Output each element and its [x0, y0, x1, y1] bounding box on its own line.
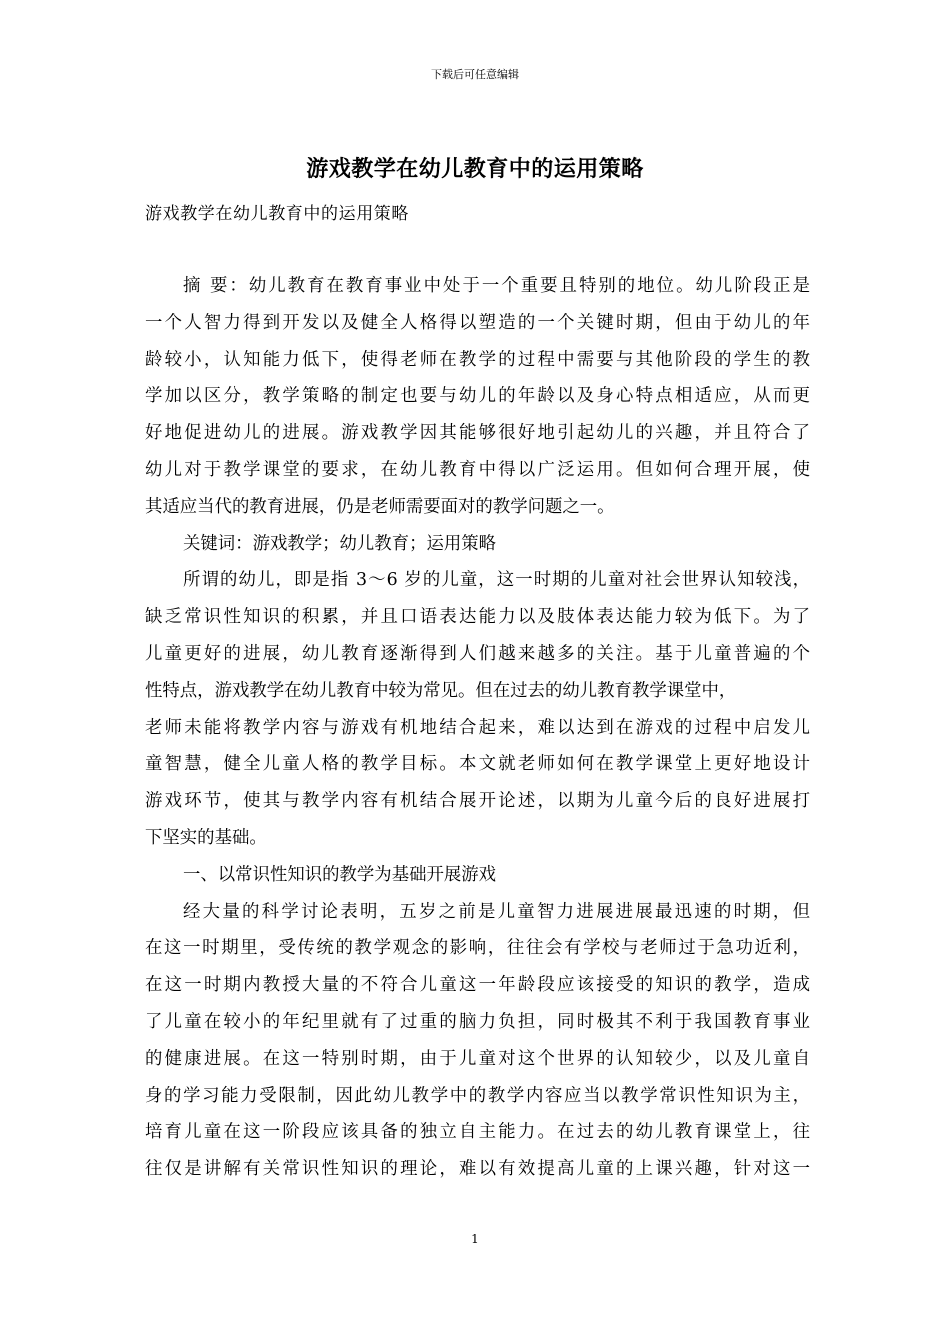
- body-text-line: 在这一时期内教授大量的不符合儿童这一年龄段应该接受的知识的教学，造成: [145, 975, 810, 996]
- body-text-line: 儿童更好的进展，幼儿教育逐渐得到人们越来越多的关注。基于儿童普遍的个: [145, 643, 810, 664]
- body-text-line: 在这一时期里，受传统的教学观念的影响，往往会有学校与老师过于急功近利，: [145, 938, 810, 959]
- body-text-line: 一、以常识性知识的教学为基础开展游戏: [183, 864, 497, 885]
- body-text-line: 一个人智力得到开发以及健全人格得以塑造的一个关键时期，但由于幼儿的年: [145, 312, 810, 333]
- document-subtitle: 游戏教学在幼儿教育中的运用策略: [145, 204, 409, 224]
- body-text-line: 缺乏常识性知识的积累，并且口语表达能力以及肢体表达能力较为低下。为了: [145, 607, 810, 628]
- body-text-line: 的健康进展。在这一特别时期，由于儿童对这个世界的认知较少，以及儿童自: [145, 1048, 810, 1069]
- body-text-line: 童智慧，健全儿童人格的教学目标。本文就老师如何在教学课堂上更好地设计: [145, 754, 810, 775]
- body-text-line: 所谓的幼儿，即是指 3～6 岁的儿童，这一时期的儿童对社会世界认知较浅，: [183, 570, 810, 591]
- body-text-line: 身的学习能力受限制，因此幼儿教学中的教学内容应当以教学常识性知识为主，: [145, 1085, 810, 1106]
- body-text-line: 下坚实的基础。: [145, 827, 267, 848]
- document-body: [145, 268, 810, 1188]
- body-text-line: 其适应当代的教育进展，仍是老师需要面对的教学问题之一。: [145, 496, 615, 517]
- body-text-line: 好地促进幼儿的进展。游戏教学因其能够很好地引起幼儿的兴趣，并且符合了: [145, 423, 810, 444]
- body-text-line: 摘 要：幼儿教育在教育事业中处于一个重要且特别的地位。幼儿阶段正是: [183, 276, 810, 296]
- body-text-line: 关键词：游戏教学；幼儿教育；运用策略: [183, 533, 497, 554]
- body-text-line: 游戏环节，使其与教学内容有机结合展开论述，以期为儿童今后的良好进展打: [145, 791, 810, 812]
- body-text-line: 培育儿童在这一阶段应该具备的独立自主能力。在过去的幼儿教育课堂上，往: [145, 1122, 810, 1143]
- page-header-note: 下载后可任意编辑: [431, 68, 519, 81]
- page-number: 1: [471, 1232, 479, 1246]
- body-text-line: 龄较小，认知能力低下，使得老师在教学的过程中需要与其他阶段的学生的教: [145, 349, 810, 370]
- body-text-line: 性特点，游戏教学在幼儿教育中较为常见。但在过去的幼儿教育教学课堂中，: [145, 680, 737, 701]
- body-text-line: 学加以区分，教学策略的制定也要与幼儿的年龄以及身心特点相适应，从而更: [145, 386, 810, 407]
- body-text-line: 往仅是讲解有关常识性知识的理论，难以有效提高儿童的上课兴趣，针对这一: [145, 1159, 810, 1180]
- body-text-line: 老师未能将教学内容与游戏有机地结合起来，难以达到在游戏的过程中启发儿: [145, 717, 810, 738]
- document-title: 游戏教学在幼儿教育中的运用策略: [306, 156, 644, 182]
- body-text-line: 了儿童在较小的年纪里就有了过重的脑力负担，同时极其不利于我国教育事业: [145, 1011, 810, 1032]
- body-text-line: 幼儿对于教学课堂的要求，在幼儿教育中得以广泛运用。但如何合理开展，使: [145, 459, 810, 480]
- body-text-line: 经大量的科学讨论表明，五岁之前是儿童智力进展进展最迅速的时期，但: [183, 901, 810, 922]
